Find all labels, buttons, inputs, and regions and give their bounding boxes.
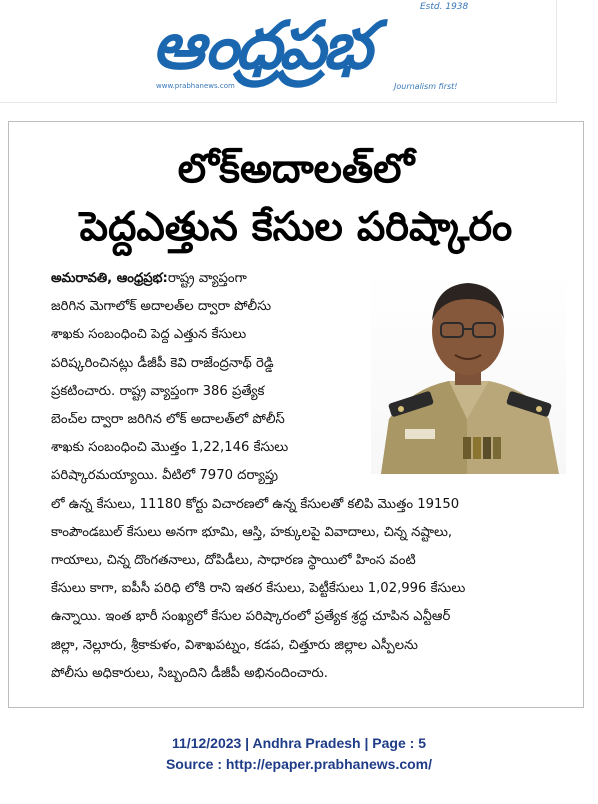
article-line: పరిష్కారమయ్యాయి. వీటిలో 7970 దర్యాప్తు xyxy=(51,468,279,484)
website-label: www.prabhanews.com xyxy=(156,82,235,90)
article-clipping xyxy=(8,121,584,708)
article-line: జరిగిన మెగాలోక్ అదాలత్‌ల ద్వారా పోలీసు xyxy=(51,299,272,315)
headline-line-2: పెద్దఎత్తున కేసుల పరిష్కారం xyxy=(79,204,513,250)
newspaper-logo: ఆంధ్రప్రభ xyxy=(152,7,370,84)
article-line: అమరావతి, ఆంధ్రప్రభ:రాష్ట్ర వ్యాప్తంగా xyxy=(51,271,247,286)
article-line: కేసులు కాగా, ఐపీసీ పరిధి లోకి రాని ఇతర కేసులు, పెట్టీకేసులు 1,02,996 కేసులు xyxy=(51,581,466,597)
source-link[interactable]: Source : http://epaper.prabhanews.com/ xyxy=(165,756,433,772)
article-body xyxy=(51,265,567,688)
article-line: కాంపౌండబుల్ కేసులు అనగా భూమి, ఆస్తి, హక్కులపై వివాదాలు, చిన్న నష్టాలు, xyxy=(51,524,453,540)
article-line: ప్రకటించారు. రాష్ట్ర వ్యాప్తంగా 386 ప్రత్యేక xyxy=(51,383,265,399)
tagline: Journalism first! xyxy=(394,82,458,91)
article-line: జిల్లా, నెల్లూరు, శ్రీకాకుళం, విశాఖపట్నం, కడప, చిత్తూరు జిల్లాల ఎస్పీలను xyxy=(51,637,418,653)
article-line: లో ఉన్న కేసులు, 11180 కోర్టు విచారణలో ఉన్న కేసులతో కలిపి మొత్తం 19150 xyxy=(51,496,460,512)
article-line: గాయాలు, చిన్న దొంగతనాలు, దోపిడీలు, సాధారణ స్థాయిలో హింస వంటి xyxy=(51,553,416,569)
established-label: Estd. 1938 xyxy=(420,2,469,12)
headline-line-1: లోక్‌అదాలత్‌లో xyxy=(177,146,415,192)
article-line: బెంచ్‌ల ద్వారా జరిగిన లోక్ అదాలత్‌లో పోలీస్ xyxy=(51,412,285,428)
article-line: పోలీసు అధికారులు, సిబ్బందిని డీజీపీ అభినందించారు. xyxy=(51,665,328,681)
masthead xyxy=(0,0,598,108)
article-line: పరిష్కరించినట్లు డీజీపీ కెవి రాజేంద్రనాథ్ రెడ్డి xyxy=(51,355,274,371)
dateline: అమరావతి, ఆంధ్రప్రభ: xyxy=(51,271,168,286)
article-line: శాఖకు సంబంధించి పెద్ద ఎత్తున కేసులు xyxy=(51,327,247,343)
article-line: శాఖకు సంబంధించి మొత్తం 1,22,146 కేసులు xyxy=(51,440,289,456)
article-line: ఉన్నాయి. ఇంత భారీ సంఖ్యలో కేసుల పరిష్కారంలో ప్రత్యేక శ్రద్ధ చూపిన ఎన్టీఆర్ xyxy=(51,609,451,625)
publication-info: 11/12/2023 | Andhra Pradesh | Page : 5 xyxy=(172,735,426,751)
